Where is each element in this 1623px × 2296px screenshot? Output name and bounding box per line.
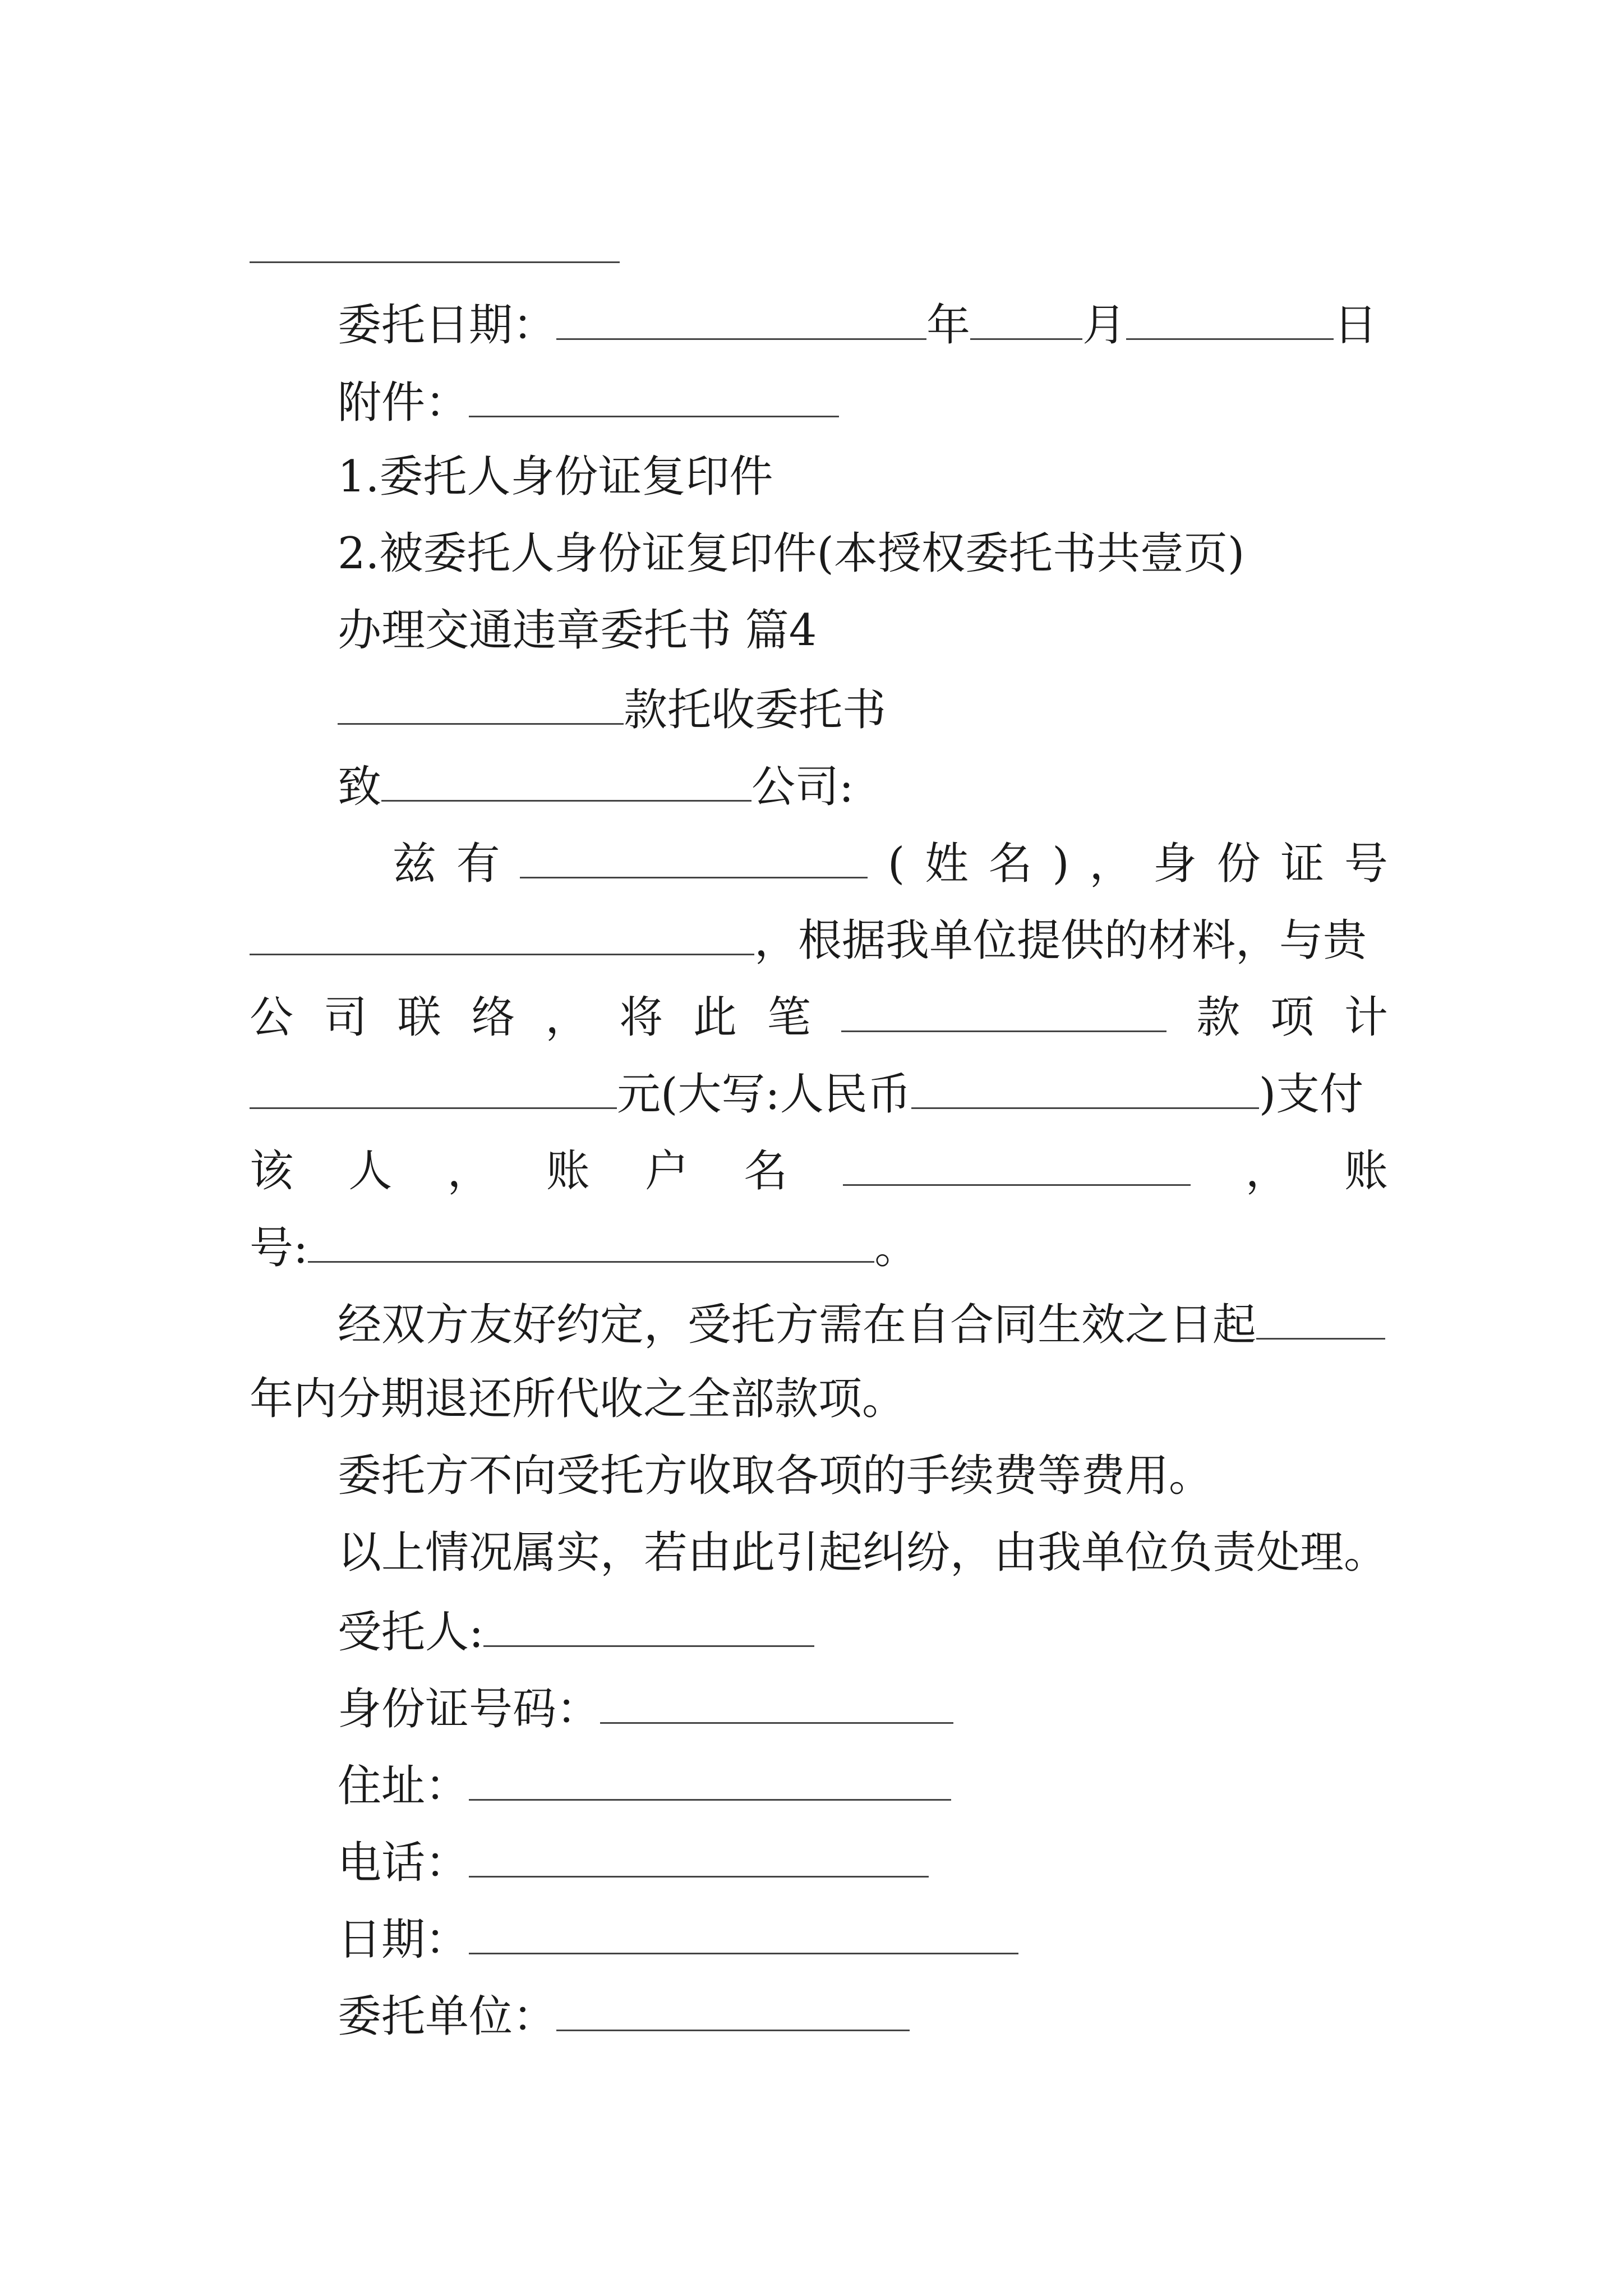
paragraph-1-line-6: 号: 。 [250, 1217, 1388, 1276]
payment-blank[interactable] [841, 987, 1166, 1032]
account-number-blank[interactable] [308, 1217, 874, 1263]
entrust-date-label: 委托日期： [338, 300, 557, 351]
amount-words-blank[interactable] [911, 1064, 1259, 1109]
address-line: 住址： [338, 1755, 1388, 1814]
phone-blank[interactable] [469, 1832, 929, 1878]
entrusting-unit-line: 委托单位： [338, 1986, 1388, 2045]
paragraph-2-line-1: 经双方友好约定，受托方需在自合同生效之日起 [338, 1294, 1388, 1353]
month-blank[interactable] [970, 295, 1082, 340]
date-blank[interactable] [469, 1909, 1018, 1954]
form-title: 款托收委托书 [624, 685, 887, 735]
address-blank[interactable] [469, 1755, 951, 1801]
paragraph-3: 委托方不向受托方收取各项的手续费等费用。 [338, 1451, 1213, 1501]
form-title-blank[interactable] [338, 679, 624, 725]
addressee-line [338, 756, 1388, 815]
id-number-line: 身份证号码： [338, 1678, 1388, 1737]
attachment-item-1: 1.委托人身份证复印件 [338, 452, 773, 502]
years-blank[interactable] [1256, 1294, 1385, 1340]
trustee-blank[interactable] [483, 1602, 814, 1647]
day-blank[interactable] [1126, 295, 1334, 340]
phone-line: 电话： [338, 1832, 1388, 1891]
form-title-line [338, 679, 1388, 738]
account-name-blank[interactable] [843, 1140, 1191, 1186]
to-prefix: 致 [338, 762, 382, 812]
company-blank[interactable] [381, 756, 751, 802]
trustee-line: 受托人: [338, 1602, 1388, 1660]
entrusting-unit-blank[interactable] [556, 1986, 910, 2031]
attachment-item-2: 2.被委托人身份证复印件(本授权委托书共壹页) [338, 528, 1245, 579]
signature-line [250, 261, 620, 263]
paragraph-4: 以上情况属实，若由此引起纠纷，由我单位负责处理。 [338, 1527, 1388, 1578]
date-line: 日期： [338, 1909, 1388, 1968]
name-blank[interactable] [520, 833, 868, 878]
id-number-field-blank[interactable] [600, 1678, 953, 1724]
paragraph-1-line-2: ，根据我单位提供的材料，与贵 [250, 910, 1388, 969]
paragraph-2-line-2: 年内分期退还所代收之全部款项。 [250, 1374, 906, 1424]
entrust-date-line [338, 295, 1388, 353]
section-heading: 办理交通违章委托书 篇4 [338, 605, 817, 656]
year-label: 年 [926, 300, 971, 351]
attachment-line [338, 372, 1388, 431]
attachment-label: 附件： [338, 378, 469, 428]
id-number-blank[interactable] [250, 910, 754, 955]
amount-blank[interactable] [250, 1064, 617, 1109]
paragraph-1-line-4: 元(大写:人民币 )支付 [250, 1064, 1388, 1122]
paragraph-1-line-5: 该 人 ， 账 户 名 ， 账 [250, 1140, 1388, 1199]
attachment-blank[interactable] [469, 372, 839, 417]
to-suffix: 公司: [751, 762, 854, 812]
paragraph-1-line-1: 兹 有 ( 姓 名 ) ， 身 份 证 号 [393, 833, 1388, 892]
paragraph-1-line-3: 公 司 联 络 ， 将 此 笔 款 项 计 [250, 987, 1388, 1046]
year-blank[interactable] [556, 295, 926, 340]
month-label: 月 [1082, 300, 1127, 351]
day-label: 日 [1334, 300, 1378, 351]
